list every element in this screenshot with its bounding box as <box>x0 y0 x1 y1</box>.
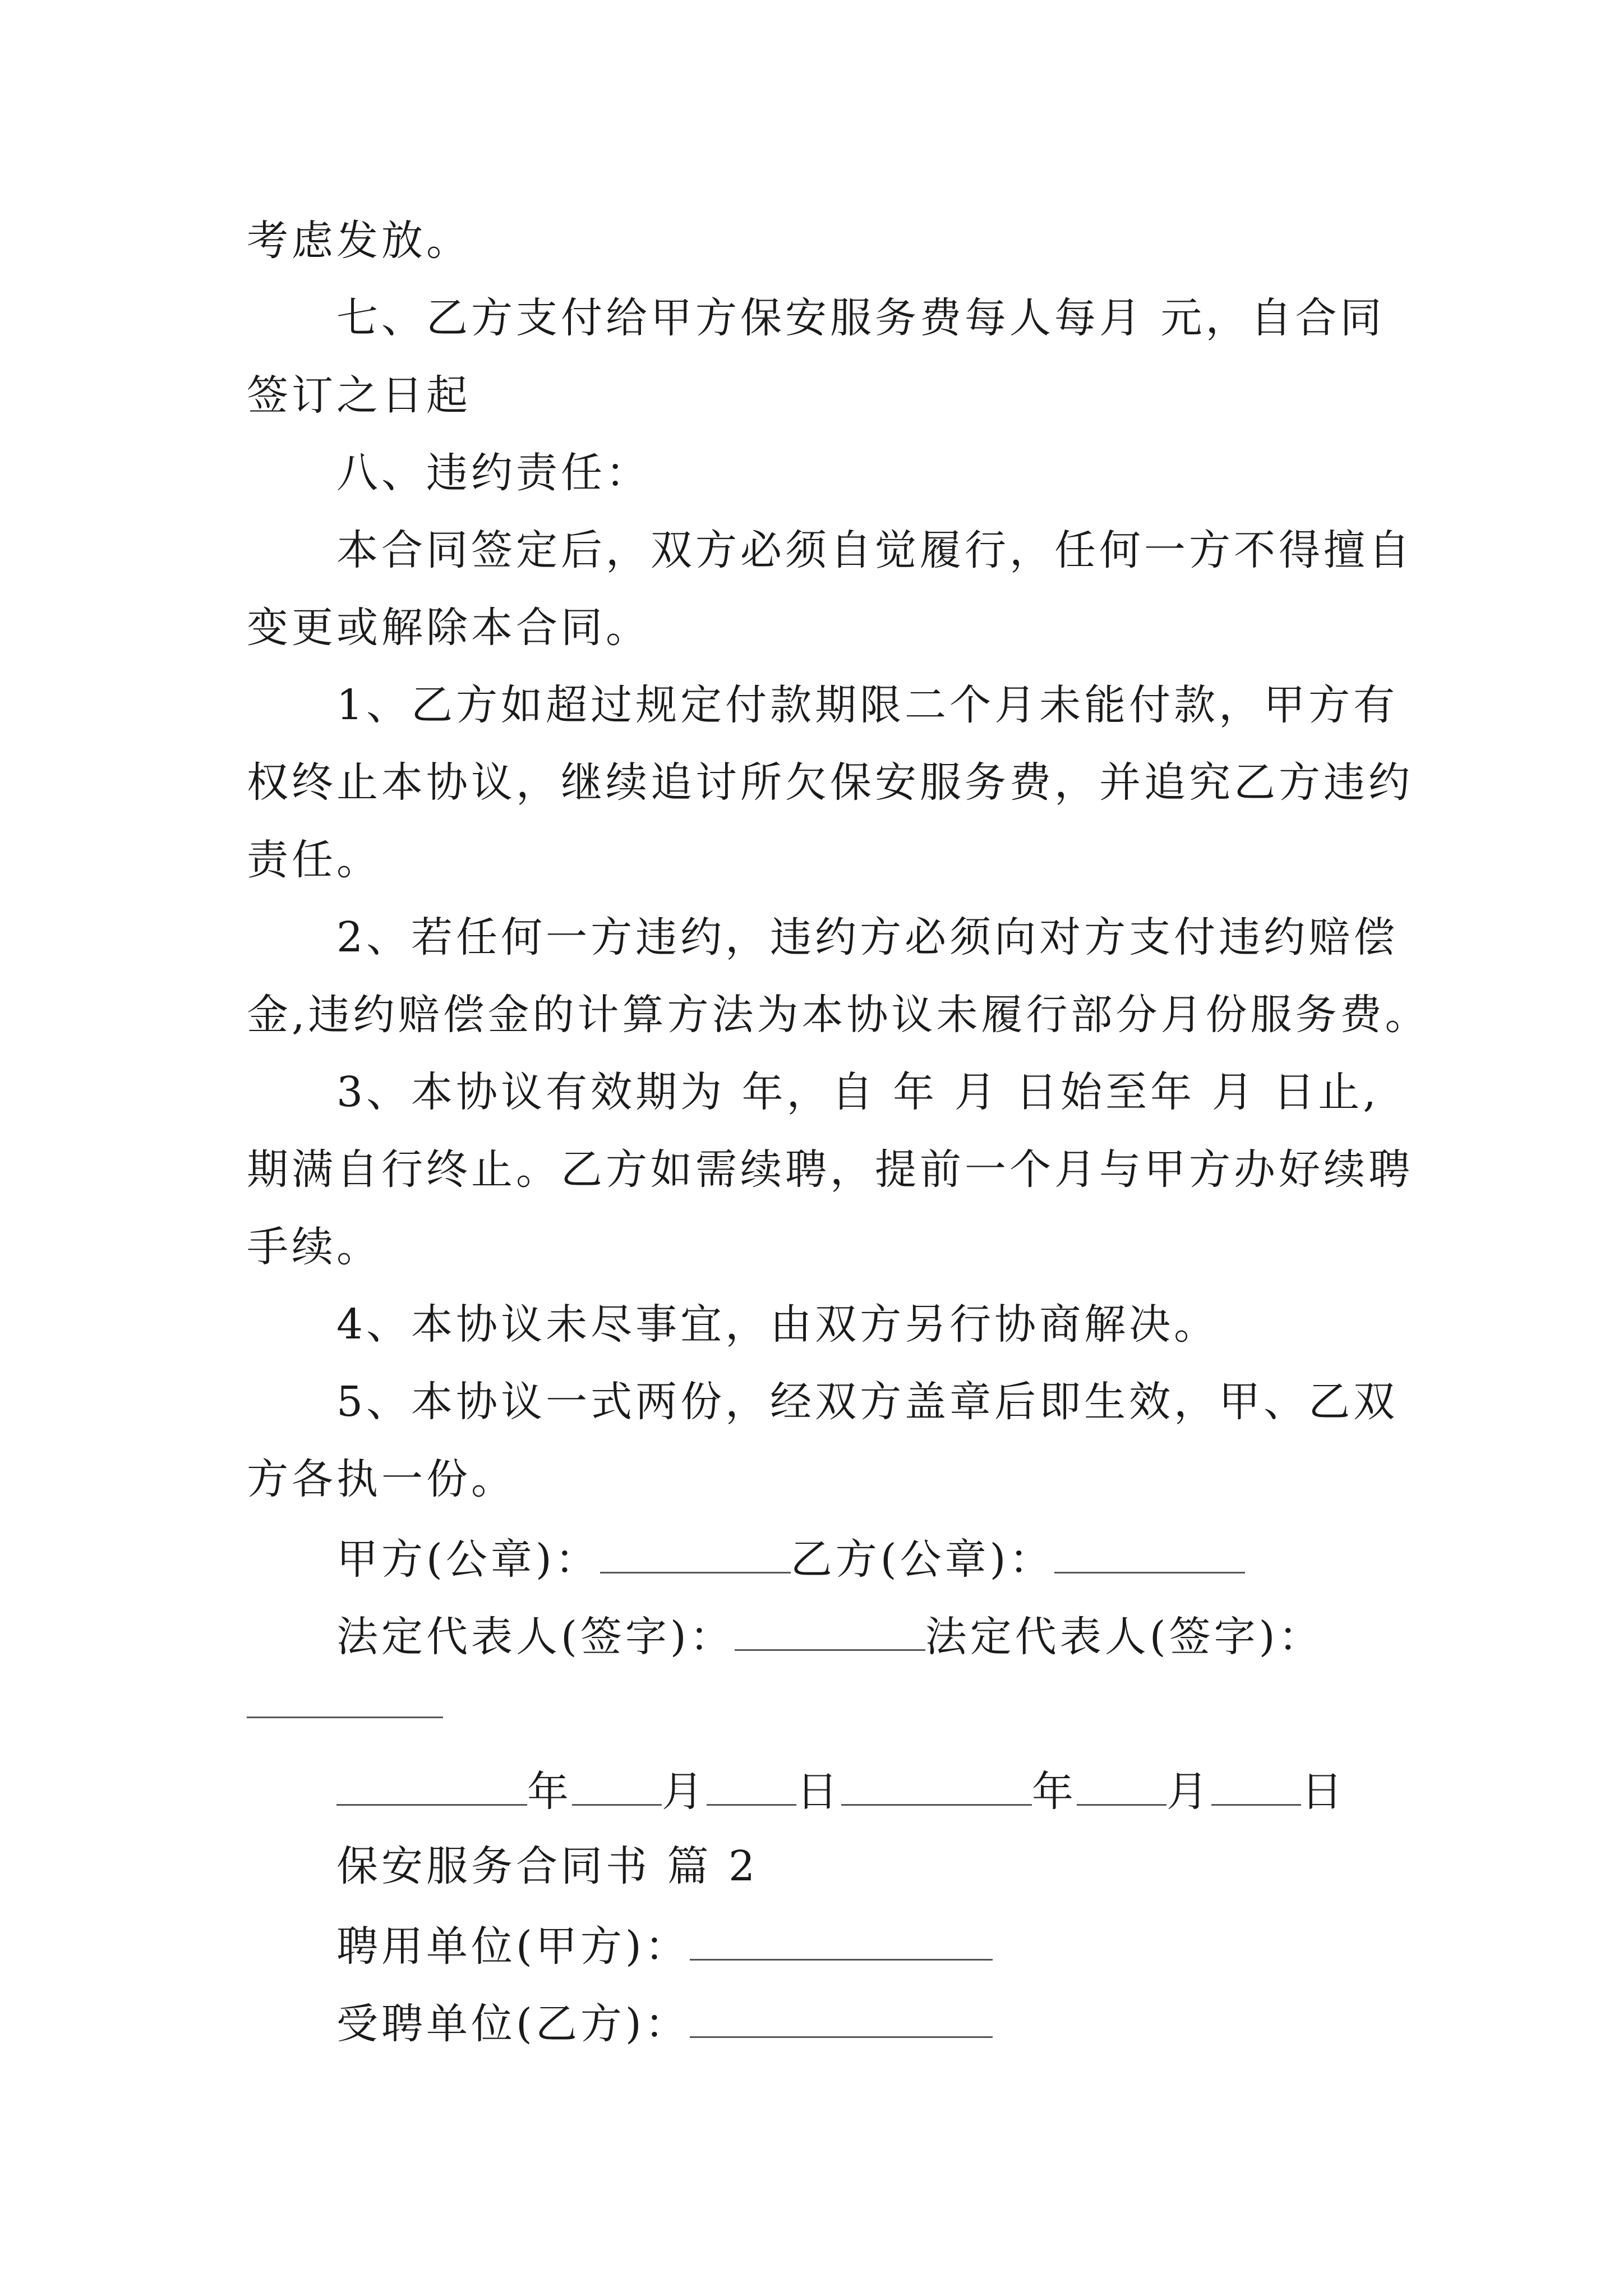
day-b-blank <box>1211 1768 1301 1806</box>
month-a-blank <box>572 1768 662 1806</box>
legal-rep-a-label: 法定代表人(签字)： <box>336 1613 735 1661</box>
party-a-seal-label: 甲方(公章)： <box>336 1535 600 1584</box>
paragraph-text: 方各执一份。 <box>247 1455 516 1503</box>
employee-line <box>336 2000 993 2048</box>
paragraph-text: 4、本协议未尽事宜，由双方另行协商解决。 <box>336 1300 1219 1349</box>
paragraph-text: 考虑发放。 <box>247 217 471 265</box>
legal-rep-line <box>336 1613 1324 1661</box>
year-a-blank <box>336 1768 527 1806</box>
paragraph-text: 七、乙方支付给甲方保安服务费每人每月 元，自合同 <box>336 294 1385 342</box>
paragraph-text: 期满自行终止。乙方如需续聘，提前一个月与甲方办好续聘 <box>247 1145 1413 1194</box>
year-b-blank <box>841 1768 1032 1806</box>
legal-rep-a-blank <box>735 1613 925 1651</box>
day-b-label: 日 <box>1301 1768 1346 1816</box>
party-a-seal-blank <box>600 1536 791 1573</box>
month-b-blank <box>1077 1768 1166 1806</box>
paragraph-text: 变更或解除本合同。 <box>247 604 651 652</box>
paragraph-text: 金,违约赔偿金的计算方法为本协议未履行部分月份服务费。 <box>247 991 1430 1039</box>
paragraph-text: 本合同签定后，双方必须自觉履行，任何一方不得擅自 <box>336 526 1413 574</box>
paragraph-text: 权终止本协议，继续追讨所欠保安服务费，并追究乙方违约 <box>247 758 1413 807</box>
seal-line <box>336 1535 1245 1584</box>
employer-line <box>336 1922 993 1971</box>
year-a-label: 年 <box>527 1768 572 1816</box>
paragraph-text: 手续。 <box>247 1223 381 1271</box>
employer-blank <box>690 1923 993 1961</box>
employee-blank <box>690 2000 993 2038</box>
month-b-label: 月 <box>1166 1768 1211 1816</box>
date-line <box>336 1768 1346 1816</box>
paragraph-text: 签订之日起 <box>247 371 471 420</box>
legal-rep-b-blank <box>247 1717 443 1718</box>
employee-label: 受聘单位(乙方)： <box>336 2000 690 2048</box>
paragraph-text: 3、本协议有效期为 年，自 年 月 日始至年 月 日止, <box>336 1068 1380 1116</box>
legal-rep-b-label: 法定代表人(签字)： <box>925 1613 1324 1661</box>
day-a-blank <box>707 1768 796 1806</box>
year-b-label: 年 <box>1032 1768 1077 1816</box>
paragraph-text: 5、本协议一式两份，经双方盖章后即生效，甲、乙双 <box>336 1378 1399 1426</box>
paragraph-text: 1、乙方如超过规定付款期限二个月未能付款，甲方有 <box>336 681 1399 729</box>
section-heading: 八、违约责任： <box>336 449 651 497</box>
month-a-label: 月 <box>662 1768 707 1816</box>
paragraph-text: 2、若任何一方违约，违约方必须向对方支付违约赔偿 <box>336 913 1399 961</box>
party-b-seal-blank <box>1054 1536 1245 1573</box>
section-title: 保安服务合同书 篇 2 <box>336 1842 759 1890</box>
employer-label: 聘用单位(甲方)： <box>336 1922 690 1971</box>
party-b-seal-label: 乙方(公章)： <box>790 1535 1054 1584</box>
day-a-label: 日 <box>796 1768 841 1816</box>
paragraph-text: 责任。 <box>247 836 381 884</box>
